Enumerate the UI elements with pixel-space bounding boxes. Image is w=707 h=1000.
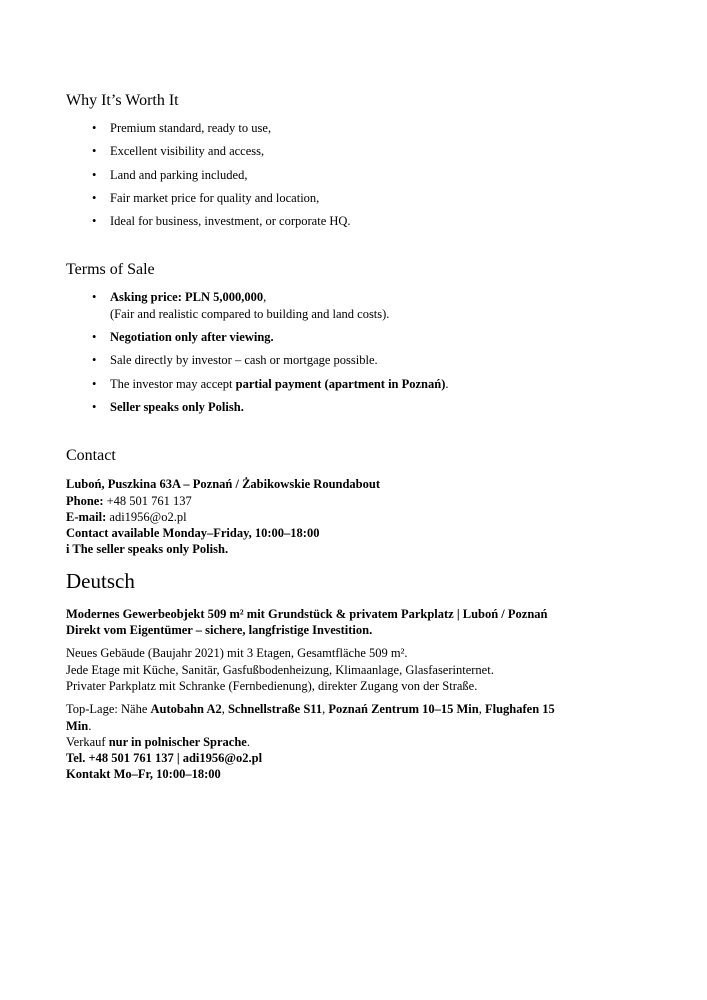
- text-line: Ideal for business, investment, or corporate HQ.: [110, 214, 351, 229]
- deutsch-description-paragraph: [66, 645, 641, 694]
- text-line: Sale directly by investor – cash or mortgage possible.: [110, 353, 378, 368]
- bullet-icon: •: [92, 353, 97, 368]
- list-item: [66, 352, 641, 368]
- deutsch-hours-line: Kontakt Mo–Fr, 10:00–18:00: [66, 767, 221, 782]
- contact-details: [66, 476, 641, 557]
- text-line: The investor may accept partial payment (apartment in Poznań).: [110, 376, 449, 391]
- list-item: [66, 376, 641, 392]
- text-line: Top-Lage: Nähe Autobahn A2, Schnellstraße S11, Poznań Zentrum 10–15 Min, Flughafen 15: [66, 702, 555, 717]
- bullet-icon: •: [92, 330, 97, 345]
- deutsch-intro-paragraph: [66, 606, 641, 639]
- list-item: [66, 399, 641, 415]
- contact-phone-line: Phone: +48 501 761 137: [66, 493, 192, 508]
- section-heading-contact: Contact: [66, 447, 116, 465]
- section-heading-deutsch: Deutsch: [66, 568, 135, 593]
- text-line: Land and parking included,: [110, 167, 248, 182]
- bullet-icon: •: [92, 121, 97, 135]
- bullet-icon: •: [92, 190, 97, 205]
- text-line: Premium standard, ready to use,: [110, 121, 272, 135]
- text-line: Fair market price for quality and location,: [110, 190, 320, 205]
- worth-list: [66, 120, 641, 229]
- text-line: Asking price: PLN 5,000,000,: [110, 290, 267, 305]
- section-contact: [66, 445, 641, 557]
- section-heading-terms-of-sale: Terms of Sale: [66, 261, 155, 279]
- text-line: Excellent visibility and access,: [110, 144, 265, 159]
- section-terms-of-sale: [66, 259, 641, 415]
- contact-language-line: i The seller speaks only Polish.: [66, 542, 229, 557]
- bullet-icon: •: [92, 290, 97, 305]
- list-item: [66, 143, 641, 159]
- bullet-icon: •: [92, 399, 97, 414]
- section-heading-why-its-worth-it: Why It’s Worth It: [66, 92, 179, 109]
- list-item: [66, 213, 641, 229]
- bullet-icon: •: [92, 214, 97, 229]
- text-line: Negotiation only after viewing.: [110, 330, 274, 345]
- list-item: [66, 120, 641, 136]
- text-line: Modernes Gewerbeobjekt 509 m² mit Grundstück & privatem Parkplatz | Luboń / Poznań: [66, 606, 548, 621]
- text-line: Verkauf nur in polnischer Sprache.: [66, 734, 250, 749]
- text-line: Jede Etage mit Küche, Sanitär, Gasfußbodenheizung, Klimaanlage, Glasfaserinternet.: [66, 662, 494, 677]
- text-line: Min.: [66, 718, 92, 733]
- deutsch-location-contact-paragraph: [66, 701, 641, 782]
- bullet-icon: •: [92, 144, 97, 159]
- list-item: [66, 289, 641, 322]
- contact-availability-line: Contact available Monday–Friday, 10:00–18:00: [66, 526, 320, 541]
- terms-list: [66, 289, 641, 415]
- list-item: [66, 190, 641, 206]
- deutsch-phone-email-line: Tel. +48 501 761 137 | adi1956@o2.pl: [66, 751, 263, 766]
- text-line: (Fair and realistic compared to building and land costs).: [110, 306, 390, 321]
- contact-email-line: E-mail: adi1956@o2.pl: [66, 509, 187, 524]
- text-line: Neues Gebäude (Baujahr 2021) mit 3 Etagen, Gesamtfläche 509 m².: [66, 646, 408, 661]
- section-why-its-worth-it: [66, 90, 641, 229]
- list-item: [66, 329, 641, 345]
- contact-address-line: Luboń, Puszkina 63A – Poznań / Żabikowskie Roundabout: [66, 477, 380, 492]
- list-item: [66, 167, 641, 183]
- bullet-icon: •: [92, 167, 97, 182]
- section-deutsch: [66, 568, 641, 783]
- bullet-icon: •: [92, 376, 97, 391]
- text-line: Privater Parkplatz mit Schranke (Fernbedienung), direkter Zugang von der Straße.: [66, 678, 478, 693]
- text-line: Seller speaks only Polish.: [110, 399, 244, 414]
- text-line: Direkt vom Eigentümer – sichere, langfristige Investition.: [66, 623, 373, 638]
